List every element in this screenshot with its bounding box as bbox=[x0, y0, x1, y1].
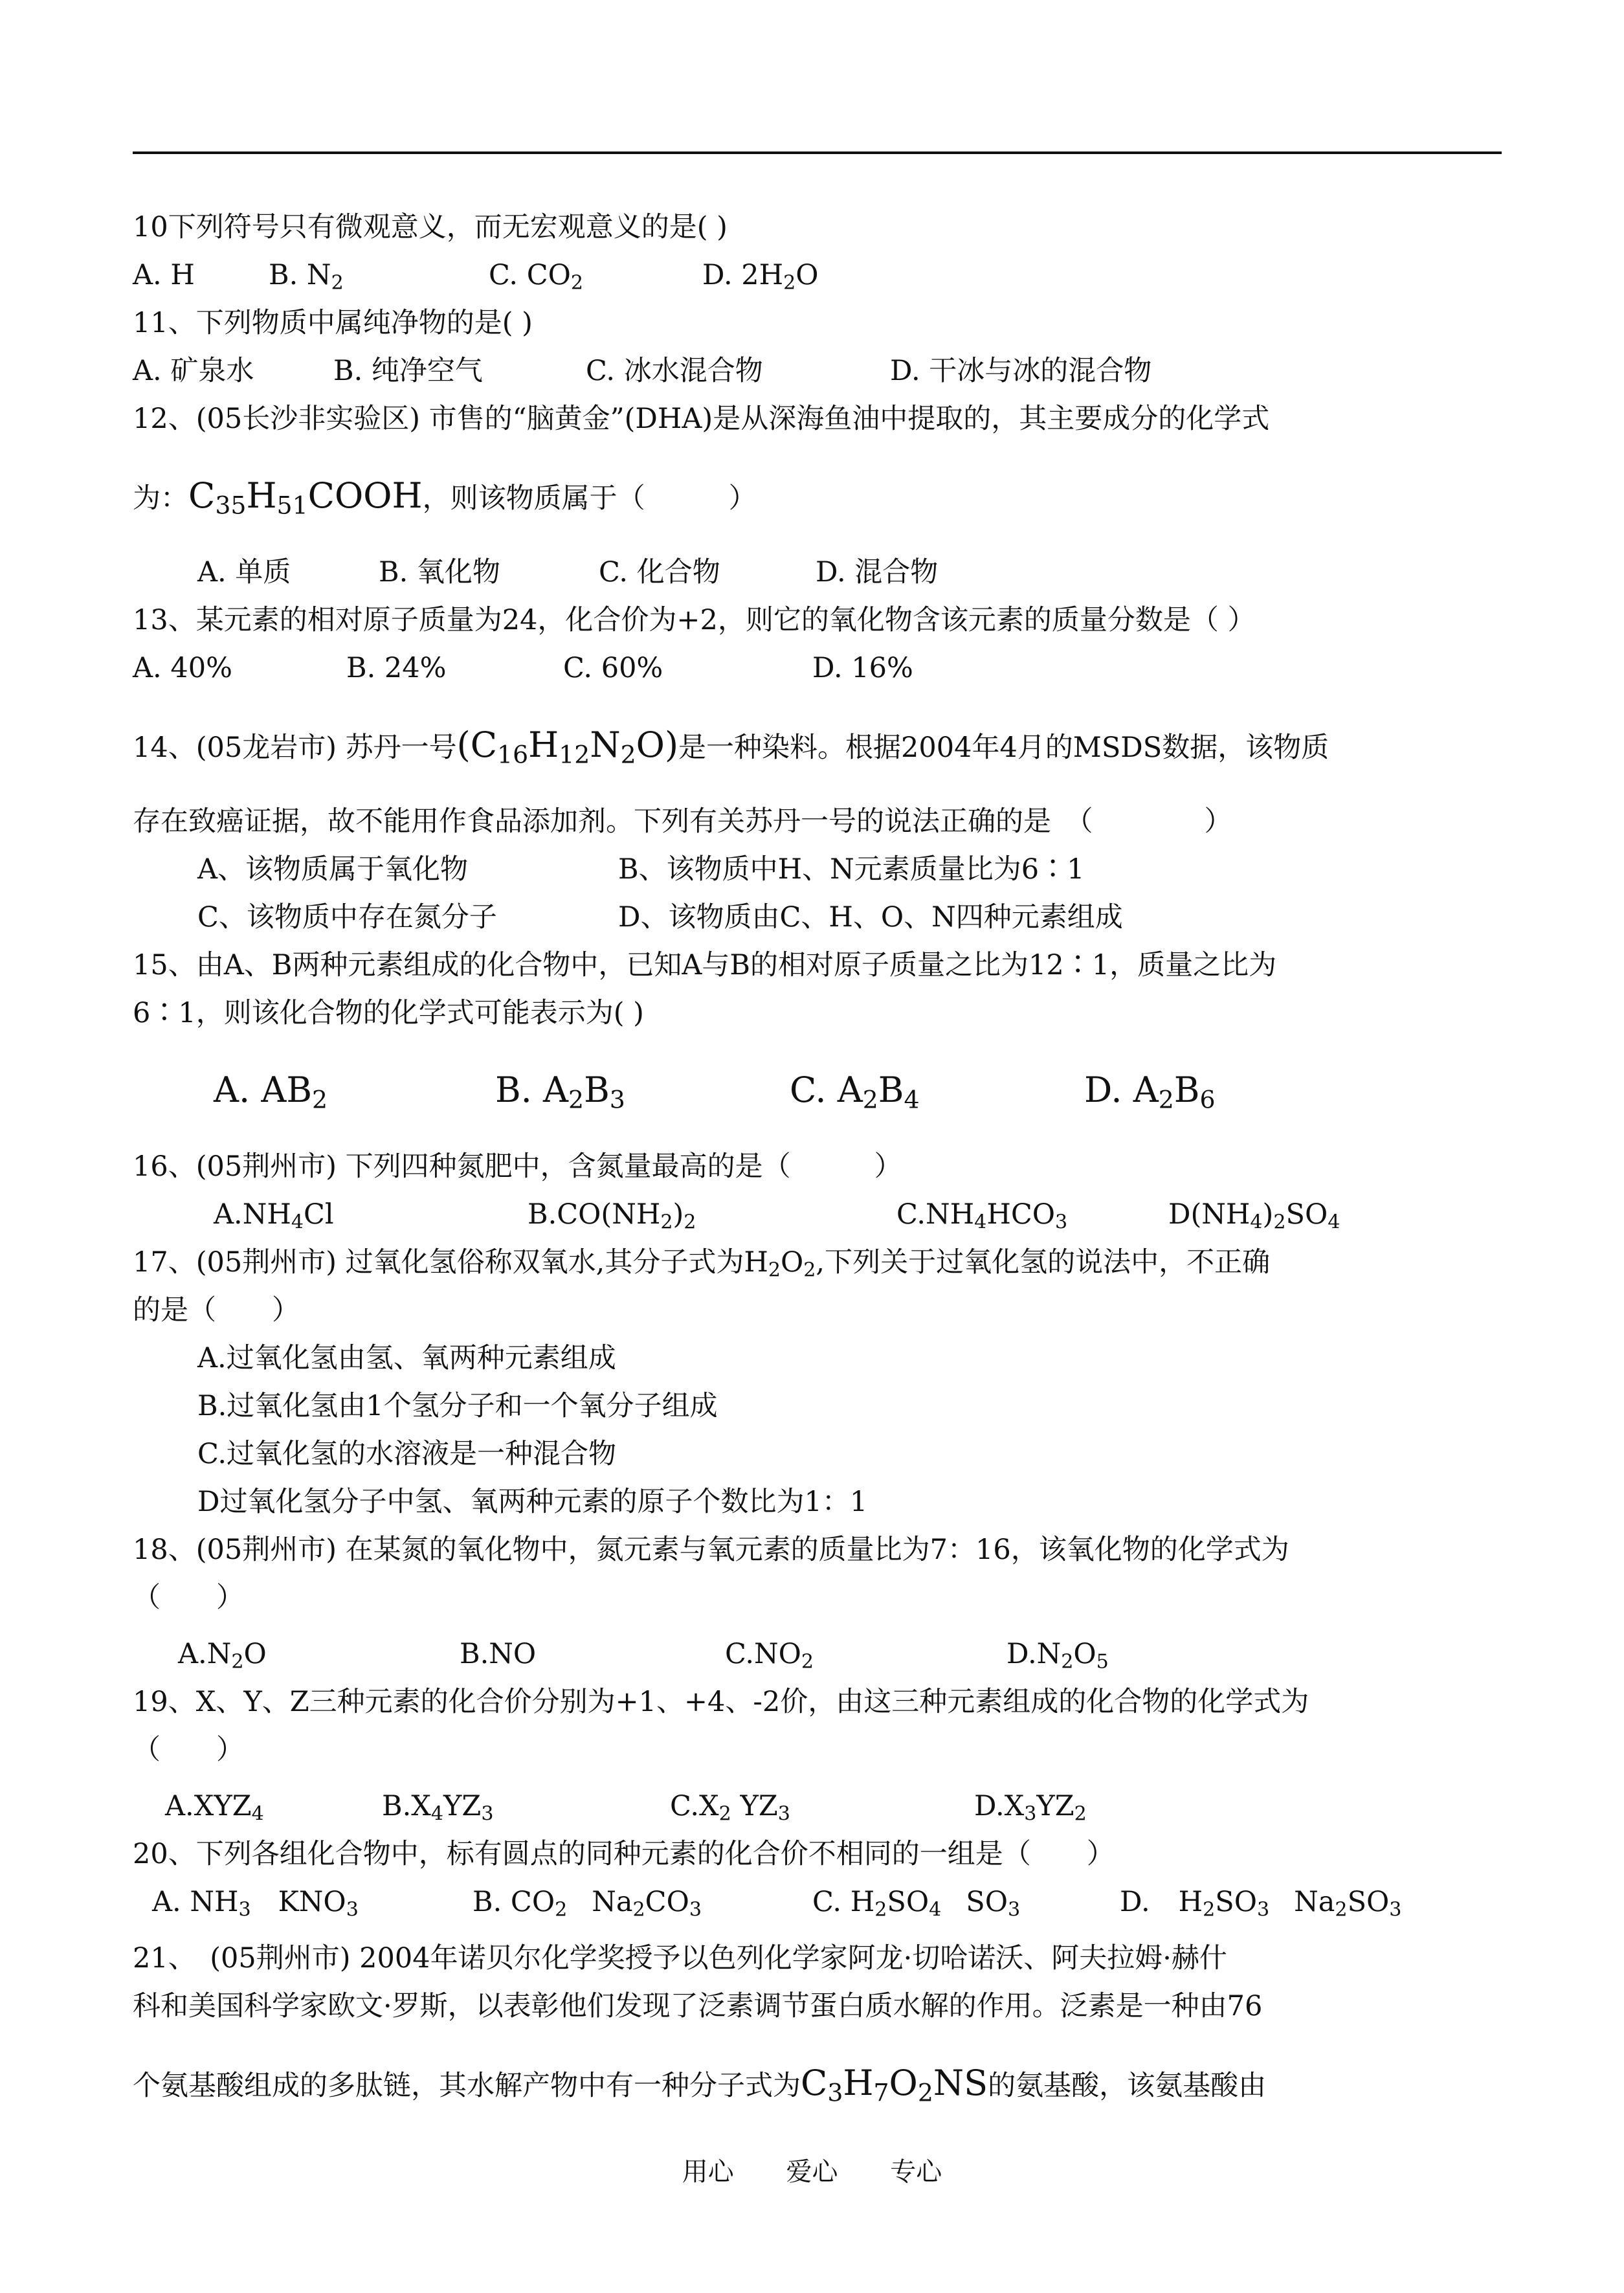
q14-line-1: 14、(05龙岩市) 苏丹一号$(C_{16}H_{12}N_2O)$是一种染料。根据2004年4月的MSDS数据，该物质 bbox=[133, 724, 1329, 769]
q19-option-c: $C.X_2$ $YZ_3$ bbox=[670, 1790, 790, 1826]
q16-options bbox=[133, 1198, 1505, 1234]
q10-stem: 10下列符号只有微观意义，而无宏观意义的是( ) bbox=[133, 211, 728, 243]
q19-option-d: $D.X_3YZ_2$ bbox=[974, 1790, 1087, 1826]
q14-option-d: D、该物质由C、H、O、N四种元素组成 bbox=[618, 901, 1123, 934]
q13-options bbox=[133, 654, 1505, 682]
q18-option-d: $D.N_2O_5$ bbox=[1007, 1638, 1109, 1673]
q18-line-1: 18、(05荆州市) 在某氮的氧化物中，氮元素与氧元素的质量比为7：16，该氧化物的化学式为 bbox=[133, 1534, 1289, 1566]
q19-line-2: （ ） bbox=[133, 1734, 244, 1766]
q14-option-b: B、该物质中H、N元素质量比为6∶1 bbox=[618, 853, 1085, 886]
q14-options-row-2 bbox=[133, 901, 1505, 934]
footer-text-2: 爱心 bbox=[786, 2157, 838, 2187]
q18-line-2: （ ） bbox=[133, 1582, 244, 1614]
q11-option-a: A. 矿泉水 bbox=[133, 355, 254, 387]
q15-line-1: 15、由A、B两种元素组成的化合物中，已知A与B的相对原子质量之比为12∶1，质量之比为 bbox=[133, 949, 1277, 981]
q17-option-c: C.过氧化氢的水溶液是一种混合物 bbox=[197, 1438, 617, 1470]
q14-formula: $(C_{16}H_{12}N_2O)$ bbox=[456, 724, 679, 769]
q15-option-a: A. $AB_2$ bbox=[214, 1069, 328, 1114]
q10-option-c: C. $CO_2$ bbox=[489, 259, 584, 295]
q13-option-b: B. 24% bbox=[346, 652, 447, 684]
q17-option-d: D过氧化氢分子中氢、氧两种元素的原子个数比为1：1 bbox=[197, 1486, 868, 1518]
q18-option-a: $A.N_2O$ bbox=[178, 1638, 267, 1673]
q11-option-c: C. 冰水混合物 bbox=[586, 355, 763, 387]
footer-text-1: 用心 bbox=[682, 2157, 734, 2187]
q20-option-b: B. $CO_2$ $Na_2CO_3$ bbox=[473, 1886, 702, 1921]
q19-options bbox=[133, 1790, 1505, 1826]
q16-option-a: $A.NH_4Cl$ bbox=[214, 1198, 334, 1234]
question-list bbox=[133, 211, 1505, 2107]
q20-stem: 20、下列各组化合物中，标有圆点的同种元素的化合价不相同的一组是（ ） bbox=[133, 1838, 1115, 1870]
q21-line-1: 21、 (05荆州市) 2004年诺贝尔化学奖授予以色列化学家阿龙·切哈诺沃、阿夫拉姆·赫什 bbox=[133, 1942, 1227, 1974]
q12-line-2: 为：$C_{35}H_{51}COOH$，则该物质属于（ ） bbox=[133, 475, 757, 520]
q14-option-c: C、该物质中存在氮分子 bbox=[197, 901, 497, 934]
q16-option-b: $B.CO(NH_2)_2$ bbox=[528, 1198, 696, 1234]
q15-options bbox=[133, 1069, 1505, 1114]
q15-option-c: C. $A_2B_4$ bbox=[790, 1069, 920, 1114]
footer-text-3: 专心 bbox=[890, 2157, 942, 2187]
q16-option-d: $D(NH_4)_2SO_4$ bbox=[1168, 1198, 1340, 1234]
q14-options-row-1 bbox=[133, 853, 1505, 886]
q18-option-c: $C.NO_2$ bbox=[725, 1638, 814, 1673]
q13-option-c: C. 60% bbox=[563, 652, 663, 684]
q21-line-3: 个氨基酸组成的多肽链，其水解产物中有一种分子式为$C_3H_7O_2NS$的氨基酸，该氨基酸由 bbox=[133, 2063, 1267, 2107]
q19-line-1: 19、X、Y、Z三种元素的化合价分别为+1、+4、-2价，由这三种元素组成的化合物的化学式为 bbox=[133, 1686, 1309, 1718]
q12-formula: $C_{35}H_{51}COOH$ bbox=[188, 475, 423, 520]
q21-line-2: 科和美国科学家欧文·罗斯，以表彰他们发现了泛素调节蛋白质水解的作用。泛素是一种由76 bbox=[133, 1990, 1263, 2022]
q10-option-d: D. $2H_2O$ bbox=[702, 259, 819, 295]
q13-option-a: A. 40% bbox=[133, 652, 232, 684]
page-footer bbox=[0, 2151, 1624, 2188]
q16-stem: 16、(05荆州市) 下列四种氮肥中，含氮量最高的是（ ） bbox=[133, 1150, 902, 1183]
q10-option-b: B. $N_2$ bbox=[269, 259, 344, 295]
q20-option-c: C. $H_2SO_4$ $SO_3$ bbox=[812, 1886, 1021, 1921]
q17-option-a: A.过氧化氢由氢、氧两种元素组成 bbox=[197, 1342, 616, 1374]
q15-line-2: 6∶1，则该化合物的化学式可能表示为( ) bbox=[133, 997, 644, 1029]
q20-option-d: D. $H_2SO_3$ $Na_2SO_3$ bbox=[1120, 1886, 1402, 1921]
q20-options bbox=[133, 1886, 1505, 1921]
q18-option-b: B.NO bbox=[460, 1638, 537, 1670]
q19-option-b: $B.X_4YZ_3$ bbox=[382, 1790, 494, 1826]
q17-line-2: 的是（ ） bbox=[133, 1294, 300, 1326]
header-rule bbox=[133, 151, 1502, 154]
q14-option-a: A、该物质属于氧化物 bbox=[197, 853, 469, 886]
q17-line-1: 17、(05荆州市) 过氧化氢俗称双氧水,其分子式为$H_2O_2$,下列关于过氧化氢的说法中，不正确 bbox=[133, 1246, 1271, 1282]
q21-formula: $C_3H_7O_2NS$ bbox=[801, 2063, 988, 2107]
q17-option-b: B.过氧化氢由1个氢分子和一个氧分子组成 bbox=[197, 1390, 718, 1422]
q13-stem: 13、某元素的相对原子质量为24，化合价为+2，则它的氧化物含该元素的质量分数是（ ） bbox=[133, 604, 1256, 636]
q12-options bbox=[133, 556, 1505, 588]
q10-option-a: A. H bbox=[133, 259, 195, 291]
q11-option-d: D. 干冰与冰的混合物 bbox=[890, 355, 1152, 387]
q12-option-a: A. 单质 bbox=[197, 556, 291, 588]
q11-stem: 11、下列物质中属纯净物的是( ) bbox=[133, 307, 533, 339]
q19-option-a: $A.XYZ_4$ bbox=[165, 1790, 264, 1826]
q12-option-d: D. 混合物 bbox=[816, 556, 939, 588]
q10-options bbox=[133, 259, 1505, 295]
q13-option-d: D. 16% bbox=[812, 652, 913, 684]
q15-option-d: D. $A_2B_6$ bbox=[1084, 1069, 1216, 1114]
q15-option-b: B. $A_2B_3$ bbox=[495, 1069, 625, 1114]
q12-line-1: 12、(05长沙非实验区) 市售的“脑黄金”(DHA)是从深海鱼油中提取的，其主要成分的化学式 bbox=[133, 403, 1270, 435]
q12-option-c: C. 化合物 bbox=[599, 556, 720, 588]
q16-option-c: $C.NH_4HCO_3$ bbox=[896, 1198, 1068, 1234]
q12-option-b: B. 氧化物 bbox=[379, 556, 500, 588]
q20-option-a: A. $NH_3$ $KNO_3$ bbox=[152, 1886, 359, 1921]
q11-options bbox=[133, 357, 1505, 385]
q14-line-2: 存在致癌证据，故不能用作食品添加剂。下列有关苏丹一号的说法正确的是 （ ） bbox=[133, 805, 1232, 838]
q18-options bbox=[133, 1638, 1505, 1673]
q11-option-b: B. 纯净空气 bbox=[333, 355, 483, 387]
